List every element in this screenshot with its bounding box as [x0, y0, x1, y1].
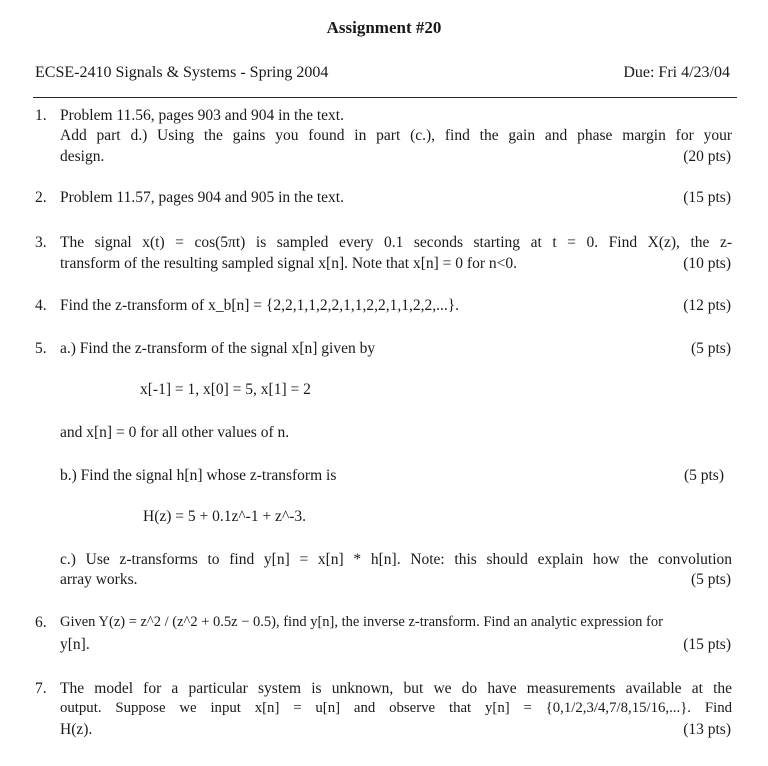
problem-7-line-1: The model for a particular system is unknown, but we do have measurements available at the: [60, 680, 732, 697]
problem-4-number: 4.: [35, 297, 47, 314]
problem-1-line-2: Add part d.) Using the gains you found in part (c.), find the gain and phase margin for your: [60, 127, 732, 144]
problem-5c-points: (5 pts): [690, 571, 731, 588]
problem-7-line-3: H(z).: [60, 721, 93, 738]
problem-7-number: 7.: [35, 680, 47, 697]
problem-7-points: (13 pts): [683, 721, 731, 738]
problem-5b-line-1: b.) Find the signal h[n] whose z-transform is: [60, 467, 337, 484]
problem-1-points: (20 pts): [683, 148, 731, 165]
problem-2-points: (15 pts): [683, 189, 731, 206]
course-name: ECSE-2410 Signals & Systems - Spring 2004: [35, 64, 329, 81]
problem-5c-line-2: array works.: [60, 571, 138, 588]
due-date: Due: Fri 4/23/04: [623, 64, 730, 81]
problem-6-number: 6.: [35, 614, 47, 631]
problem-6-points: (15 pts): [683, 636, 731, 653]
problem-3-number: 3.: [35, 234, 47, 251]
page-title: Assignment #20: [326, 18, 442, 37]
problem-1-number: 1.: [35, 107, 47, 124]
problem-7-line-2: output. Suppose we input x[n] = u[n] and observe that y[n] = {0,1/2,3/4,7/8,15/16,...}. Find: [60, 700, 732, 716]
problem-4-line-1: Find the z-transform of x_b[n] = {2,2,1,1,2,2,1,1,2,2,1,1,2,2,...}.: [60, 297, 460, 314]
problem-3-points: (10 pts): [683, 255, 731, 272]
problem-5a-line-1: a.) Find the z-transform of the signal x[n] given by: [60, 340, 376, 357]
problem-6-line-2: y[n].: [60, 636, 90, 653]
problem-5b-points: (5 pts): [683, 467, 724, 484]
problem-6-line-1: Given Y(z) = z^2 / (z^2 + 0.5z − 0.5), find y[n], the inverse z-transform. Find an analytic expression for: [60, 614, 663, 630]
problem-3-line-1: The signal x(t) = cos(5πt) is sampled every 0.1 seconds starting at t = 0. Find X(z), the z-: [60, 234, 732, 251]
problem-5a-after: and x[n] = 0 for all other values of n.: [60, 424, 290, 441]
problem-5c-line-1: c.) Use z-transforms to find y[n] = x[n] * h[n]. Note: this should explain how the convolution: [60, 551, 732, 568]
problem-5-number: 5.: [35, 340, 47, 357]
problem-3-line-2: transform of the resulting sampled signal x[n]. Note that x[n] = 0 for n<0.: [60, 255, 517, 272]
problem-2-line-1: Problem 11.57, pages 904 and 905 in the text.: [60, 189, 344, 206]
problem-2-number: 2.: [35, 189, 47, 206]
problem-1-line-1: Problem 11.56, pages 903 and 904 in the text.: [60, 107, 344, 124]
header-divider: [33, 97, 737, 98]
problem-5a-points: (5 pts): [690, 340, 731, 357]
problem-5b-equation: H(z) = 5 + 0.1z^-1 + z^-3.: [143, 508, 306, 525]
problem-1-line-3: design.: [60, 148, 105, 165]
problem-5a-equation: x[-1] = 1, x[0] = 5, x[1] = 2: [140, 381, 311, 398]
problem-4-points: (12 pts): [683, 297, 731, 314]
